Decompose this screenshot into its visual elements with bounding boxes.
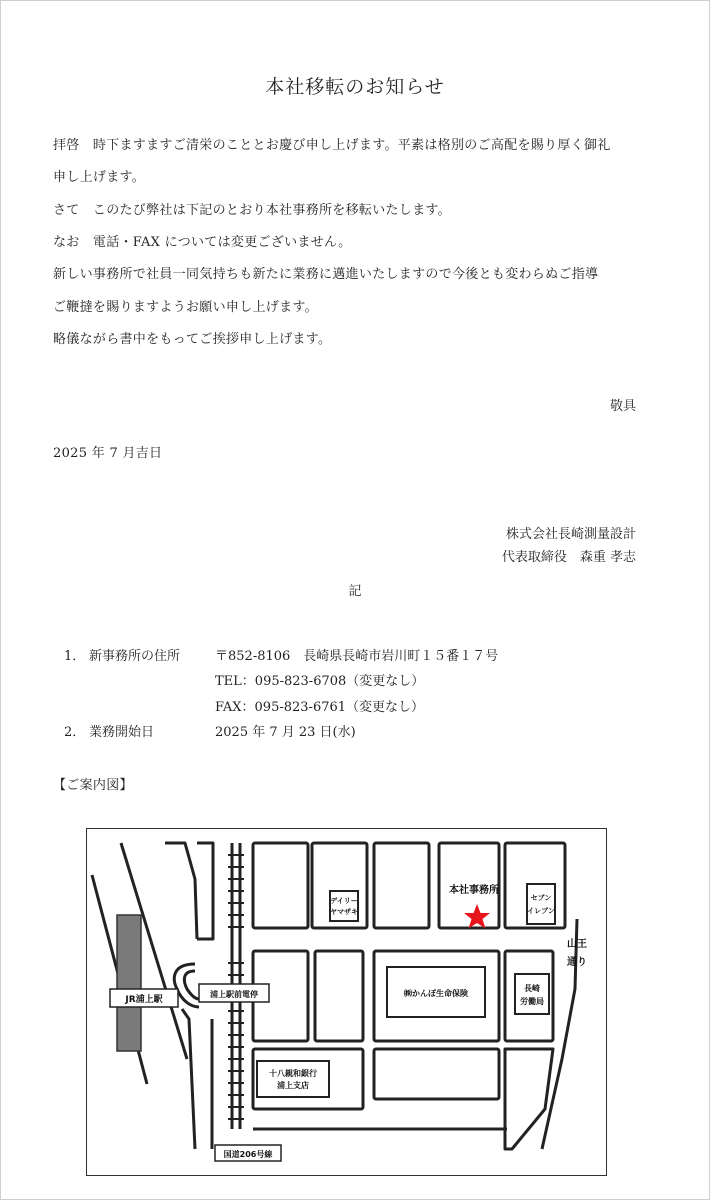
item-1-number: 1． xyxy=(64,649,86,664)
head-office-label: 本社事務所 xyxy=(449,885,499,896)
guide-map xyxy=(86,828,607,1176)
map-heading: 【ご案内図】 xyxy=(53,778,133,793)
fax-number: FAX：095-823-6761（変更なし） xyxy=(215,700,425,715)
route-label: 国道206号線 xyxy=(223,1150,273,1159)
paragraph-line: なお 電話・FAX については変更ございません。 xyxy=(53,235,352,250)
seven-eleven-building xyxy=(527,884,555,924)
tel-number: TEL：095-823-6708（変更なし） xyxy=(215,674,425,689)
new-address: 〒852-8106 長崎県長崎市岩川町１５番１７号 xyxy=(215,649,499,664)
item-2-number: 2． xyxy=(64,725,86,740)
city-block xyxy=(374,1049,499,1099)
railway-track xyxy=(117,915,141,1051)
jr-station-label: JR浦上駅 xyxy=(125,995,163,1005)
seven-eleven-label-2: イレブン xyxy=(527,907,555,915)
item-2-label: 業務開始日 xyxy=(89,725,155,740)
start-date: 2025 年 7 月 23 日(水) xyxy=(215,725,356,740)
ki-heading: 記 xyxy=(348,584,362,599)
road-edge xyxy=(182,1009,195,1149)
daily-yamazaki-label-1: デイリー xyxy=(330,897,358,905)
daily-yamazaki-label-2: ヤマザキ xyxy=(330,908,358,916)
closing-text: 敬具 xyxy=(609,399,636,414)
sannou-street-label-2: 通り xyxy=(567,957,587,968)
labor-bureau-label-1: 長崎 xyxy=(524,984,540,993)
road-edge xyxy=(184,971,199,999)
city-block xyxy=(374,843,429,928)
city-block xyxy=(253,843,308,928)
kanpo-label: ㈱かんぽ生命保険 xyxy=(404,989,468,998)
item-1-label: 新事務所の住所 xyxy=(89,649,181,664)
paragraph-line: さて このたび弊社は下記のとおり本社事務所を移転いたします。 xyxy=(53,203,451,218)
seven-eleven-label-1: セブン xyxy=(530,894,552,902)
bank-label-2: 浦上支店 xyxy=(277,1081,309,1090)
bank-label-1: 十八親和銀行 xyxy=(269,1069,317,1078)
road-edge xyxy=(165,843,197,939)
paragraph-line: 略儀ながら書中をもってご挨拶申し上げます。 xyxy=(53,332,332,347)
issue-date: 2025 年 7 月吉日 xyxy=(53,446,163,461)
representative-name: 代表取締役 森重 孝志 xyxy=(501,550,636,565)
paragraph-line: 拝啓 時下ますますご清栄のこととお慶び申し上げます。平素は格別のご高配を賜り厚く御礼 xyxy=(53,138,611,153)
bank-building xyxy=(257,1061,329,1097)
labor-bureau-label-2: 労働局 xyxy=(520,997,544,1006)
sannou-street-label-1: 山王 xyxy=(567,939,587,950)
page-title: 本社移転のお知らせ xyxy=(265,76,445,98)
daily-yamazaki-building xyxy=(330,891,358,921)
head-office-star-icon xyxy=(464,904,490,929)
labor-bureau-building xyxy=(515,974,549,1014)
paragraph-line: ご鞭撻を賜りますようお願い申し上げます。 xyxy=(53,300,318,315)
city-block xyxy=(315,951,363,1041)
road-edge xyxy=(542,919,577,1149)
paragraph-line: 新しい事務所で社員一同気持ちも新たに業務に邁進いたしますので今後とも変わらぬご指導 xyxy=(53,267,599,282)
map-drawing xyxy=(87,829,606,1175)
company-name: 株式会社長崎測量設計 xyxy=(505,527,636,542)
tram-stop-label: 浦上駅前電停 xyxy=(210,990,258,999)
paragraph-line: 申し上げます。 xyxy=(53,170,146,185)
road-edge xyxy=(197,843,213,939)
